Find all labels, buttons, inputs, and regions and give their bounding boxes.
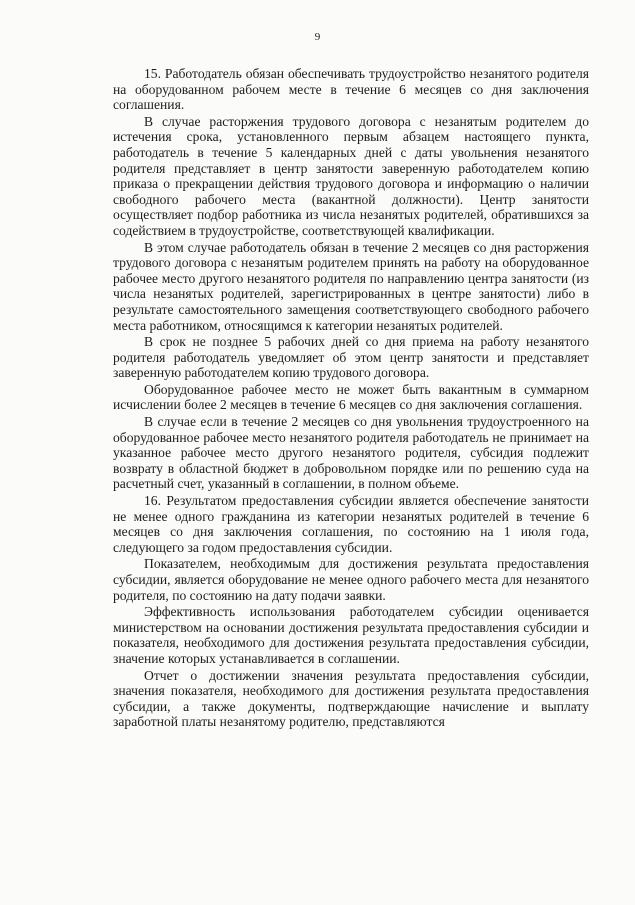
paragraph-efficiency-evaluation: Эффективность использования работодателем субсидии оценивается министерством на основании достижения результата предоставления субсидии и показателя, необходимого для достижения результата предоставления субсидии, значение которых устанавливается в соглашении. xyxy=(113,604,589,666)
paragraph-15-employment-obligation: 15. Работодатель обязан обеспечивать трудоустройство незанятого родителя на оборудованном рабочем месте в течение 6 месяцев со дня заключения соглашения. xyxy=(113,66,589,113)
paragraph-notification-deadline: В срок не позднее 5 рабочих дней со дня приема на работу незанятого родителя работодатель уведомляет об этом центр занятости и представляет заверенную работодателем копию трудового договора. xyxy=(113,334,589,381)
paragraph-indicator: Показателем, необходимым для достижения результата предоставления субсидии, является оборудование не менее одного рабочего места для незанятого родителя, по состоянию на дату подачи заявки. xyxy=(113,556,589,603)
paragraph-reporting: Отчет о достижении значения результата предоставления субсидии, значения показателя, необходимого для достижения результата предоставления субсидии, а также документы, подтверждающие начисление и выплату заработной платы незанятому родителю, представляются xyxy=(113,667,589,730)
paragraph-replacement-hiring: В этом случае работодатель обязан в течение 2 месяцев со дня расторжения трудового договора с незанятым родителем принять на работу на оборудованное рабочее место другого незанятого родителя по направлению центра занятости (из числа незанятых родителей, зарегистрированных в центре занятости) либо в результате самостоятельного замещения соответствующего свободного рабочего места работником, относящимся к категории незанятых родителей. xyxy=(113,239,589,333)
paragraph-contract-termination: В случае расторжения трудового договора с незанятым родителем до истечения срока, установленного первым абзацем настоящего пункта, работодатель в течение 5 календарных дней с даты увольнения незанятого родителя представляет в центр занятости заверенную работодателем копию приказа о прекращении действия трудового договора и информацию о наличии свободного рабочего места (вакантной должности). Центр занятости осуществляет подбор работника из числа незанятых родителей, обратившихся за содействием в трудоустройстве, соответствующей квалификации. xyxy=(113,113,589,238)
paragraph-subsidy-refund: В случае если в течение 2 месяцев со дня увольнения трудоустроенного на оборудованное рабочее место незанятого родителя работодатель не принимает на указанное рабочее место другого незанятого родителя, субсидия подлежит возврату в областной бюджет в добровольном порядке или по решению суда на расчетный счет, указанный в соглашении, в полном объеме. xyxy=(113,414,589,492)
paragraph-16-subsidy-result: 16. Результатом предоставления субсидии является обеспечение занятости не менее одного гражданина из категории незанятых родителей в течение 6 месяцев со дня заключения соглашения, по состоянию на 1 июля года, следующего за годом предоставления субсидии. xyxy=(113,493,589,555)
document-body xyxy=(113,66,589,731)
page-number: 9 xyxy=(314,31,321,43)
paragraph-vacancy-limit: Оборудованное рабочее место не может быть вакантным в суммарном исчислении более 2 месяцев в течение 6 месяцев со дня заключения соглашения. xyxy=(113,381,589,413)
